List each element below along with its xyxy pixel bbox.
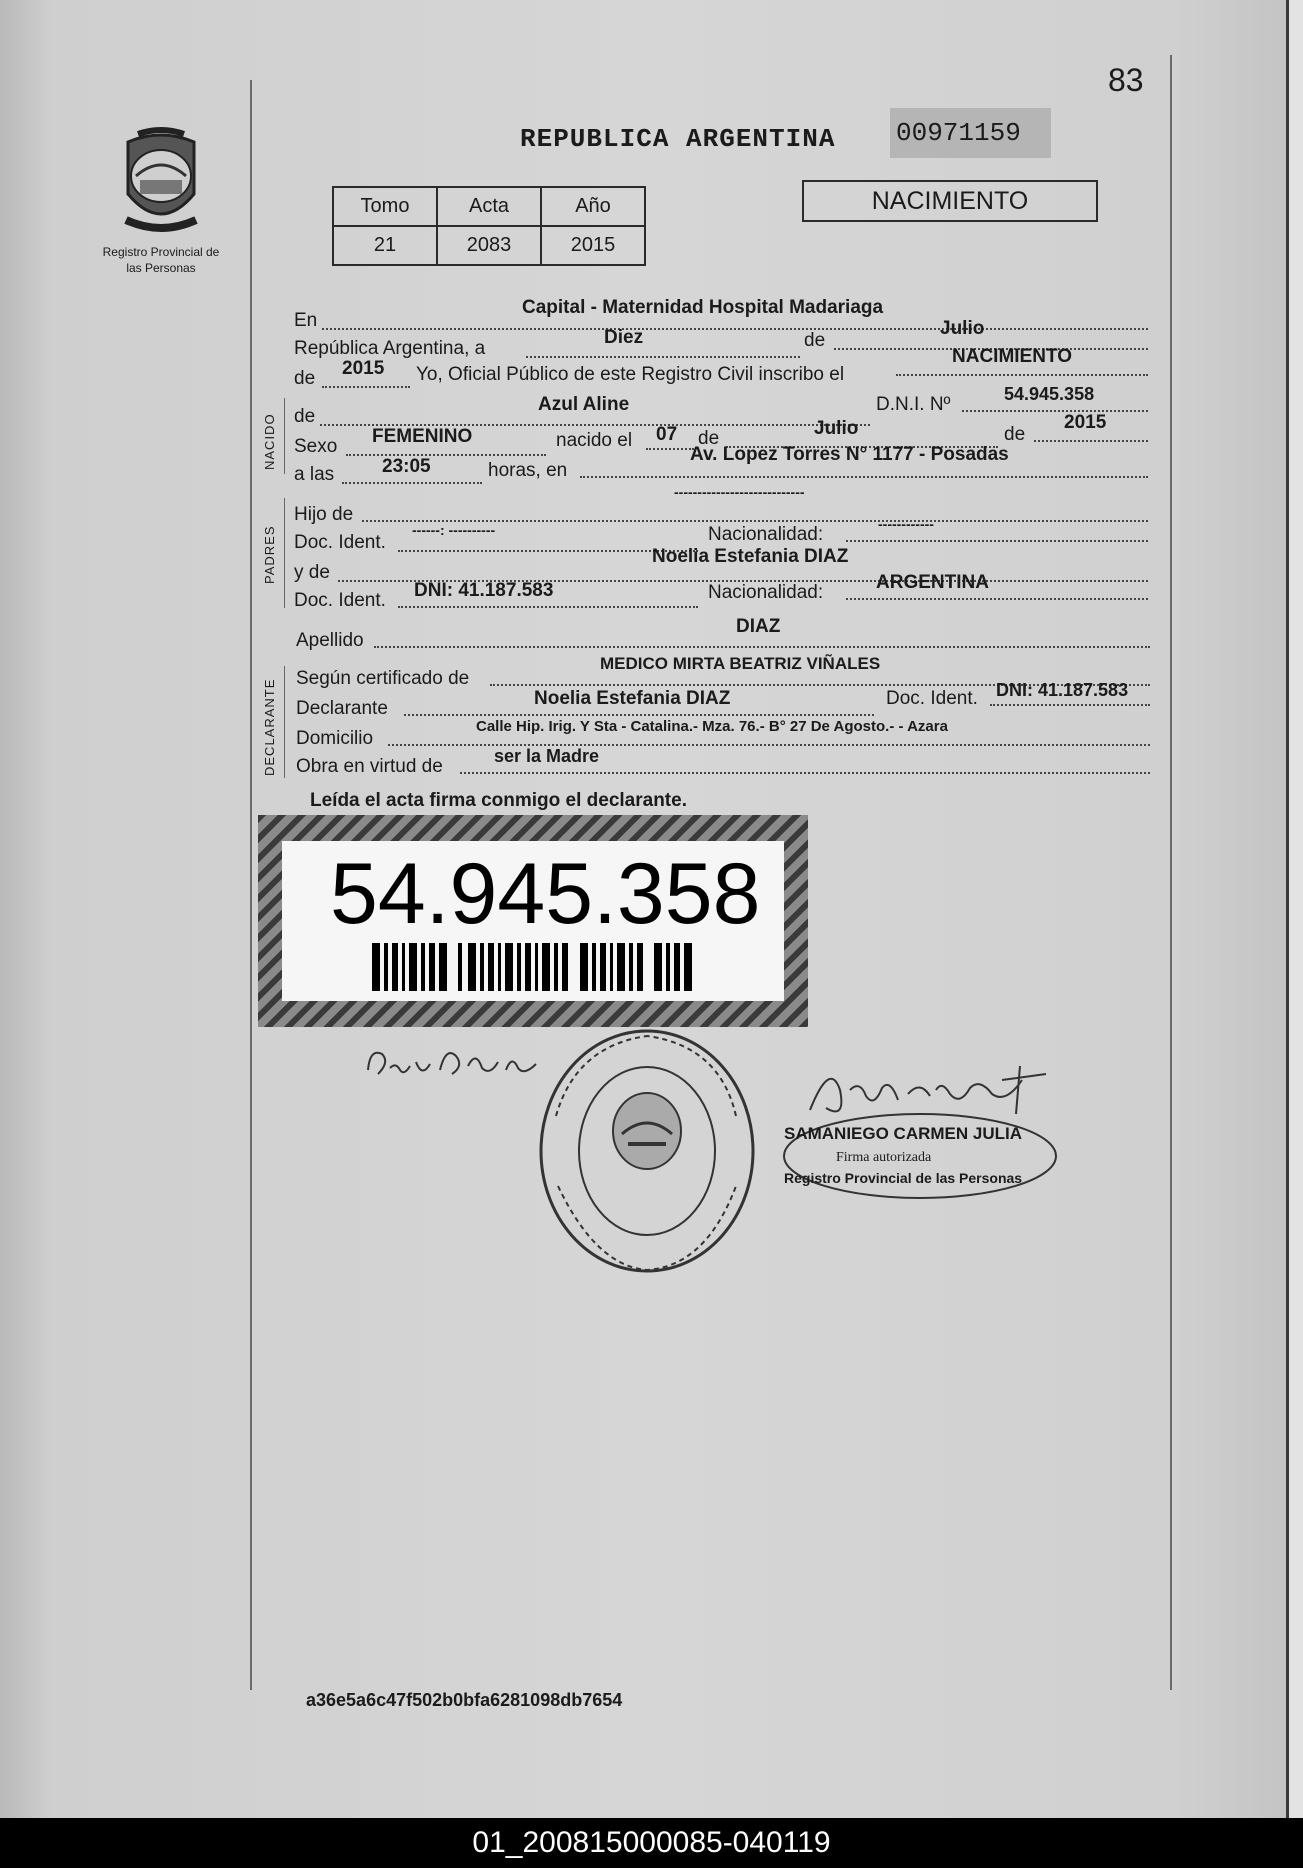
en-label: En [294,310,318,331]
stamp-org: Registro Provincial de las Personas [784,1170,1023,1186]
record-type-box: NACIMIENTO [802,180,1098,222]
register-header-row [333,187,645,226]
dni-value: 54.945.358 [1004,384,1095,404]
register-value-row [333,226,645,265]
register-table [332,186,646,266]
dni-label: D.N.I. Nº [876,394,951,415]
dotted-line [896,374,1148,376]
tomo-header: Tomo [333,187,437,226]
left-margin-line [250,80,252,1690]
nacido-de-label: de [294,406,316,427]
stamp-role: Firma autorizada [836,1150,932,1165]
anio-header: Año [541,187,645,226]
padre-nac-label: Nacionalidad: [708,524,824,545]
nacido-section-label: NACIDO [262,413,277,470]
dia-value: 07 [656,424,678,445]
de-label-2: de [698,428,720,449]
apellido-label: Apellido [296,630,364,651]
declarante-section-label: DECLARANTE [262,678,277,776]
inscribo-value: NACIMIENTO [952,346,1072,367]
dotted-line [374,646,1150,648]
acta-value: 2083 [437,226,541,265]
month-value: Julio [940,318,985,339]
apellido-value: DIAZ [736,616,781,637]
cert-label: Según certificado de [296,668,470,689]
mes-value: Julio [814,418,859,439]
de-year-label: de [294,368,316,389]
padre-doc-label: Doc. Ident. [294,532,386,553]
anio-value: 2015 [1064,412,1107,433]
page-edge-line [1286,0,1289,1818]
sexo-value: FEMENINO [372,426,473,447]
barcode-icon [372,943,702,991]
de-label-3: de [1004,424,1026,445]
madre-value: Noelia Estefania DIAZ [652,546,849,567]
section-bracket [284,498,285,608]
sticker-number: 54.945.358 [330,846,761,942]
place-value: Capital - Maternidad Hospital Madariaga [522,297,884,318]
tomo-value: 21 [333,226,437,265]
hijo-label: Hijo de [294,504,354,525]
lugar-value: Av. Lopez Torres N° 1177 - Posadas [690,444,1009,465]
decl-value: Noelia Estefania DIAZ [534,688,731,709]
dotted-line [990,704,1150,706]
dotted-line [580,476,1148,478]
dotted-line [846,598,1148,600]
decl-doc-value: DNI: 41.187.583 [996,680,1129,700]
section-bracket [284,398,285,474]
dotted-line [460,772,1150,774]
yde-label: y de [294,562,330,583]
dotted-line [346,454,546,456]
obra-value: ser la Madre [494,746,600,766]
file-name-footer: 01_200815000085-040119 [0,1818,1303,1868]
dotted-line [342,482,482,484]
decl-doc-label: Doc. Ident. [886,688,978,709]
official-stamp [780,1110,1060,1202]
madre-nac-label: Nacionalidad: [708,582,824,603]
serial-number: 00971159 [890,108,1051,158]
cert-value: MEDICO MIRTA BEATRIZ VIÑALES [600,654,881,673]
dotted-line [1034,440,1148,442]
page-number: 83 [1108,62,1144,98]
horas-label: horas, en [488,460,568,481]
dotted-line [404,714,874,716]
nacido-el-label: nacido el [556,430,633,451]
padre-doc-value: ------: ---------- [412,522,496,538]
page-edge-right [1289,0,1303,1818]
dotted-line [646,448,694,450]
section-bracket [284,666,285,778]
obra-label: Obra en virtud de [296,756,443,777]
document-hash: a36e5a6c47f502b0bfa6281098db7654 [306,1690,623,1710]
id-sticker [258,815,808,1027]
sticker-label [282,841,784,1001]
province-crest-icon [108,124,214,242]
dotted-line [526,356,800,358]
madre-doc-value: DNI: 41.187.583 [414,580,554,601]
right-margin-line [1170,55,1172,1690]
dotted-line [398,606,698,608]
madre-doc-label: Doc. Ident. [294,590,386,611]
stamp-name: SAMANIEGO CARMEN JULIA [784,1124,1023,1143]
oficial-text: Yo, Oficial Público de este Registro Civil inscribo el [416,364,845,385]
declarante-signature-icon [360,1040,550,1090]
acta-header: Acta [437,187,541,226]
crest-label: Registro Provincial de las Personas [102,245,220,275]
decl-label: Declarante [296,698,388,719]
padre-nac-value: ------------ [878,516,934,532]
dotted-line [846,540,1148,542]
madre-nac-value: ARGENTINA [876,572,989,593]
year-value: 2015 [342,358,385,379]
document-title: REPUBLICA ARGENTINA [520,124,836,154]
sexo-label: Sexo [294,436,338,457]
dotted-line [322,328,1148,330]
dotted-line [962,410,1148,412]
padres-section-label: PADRES [262,525,277,584]
dom-label: Domicilio [296,728,374,749]
nacido-name: Azul Aline [538,394,630,415]
padre-value: ---------------------------- [674,484,805,500]
leida-statement: Leída el acta firma conmigo el declarante. [310,790,687,811]
anio-value: 2015 [541,226,645,265]
official-seal-icon [536,1026,758,1276]
day-value: Diez [604,327,644,348]
republica-label: República Argentina, a [294,338,486,359]
alas-label: a las [294,464,335,485]
dom-value: Calle Hip. Irig. Y Sta - Catalina.- Mza. 76.- B° 27 De Agosto.- - Azara [476,718,948,735]
de-label: de [804,330,826,351]
dotted-line [322,386,410,388]
hora-value: 23:05 [382,456,431,477]
